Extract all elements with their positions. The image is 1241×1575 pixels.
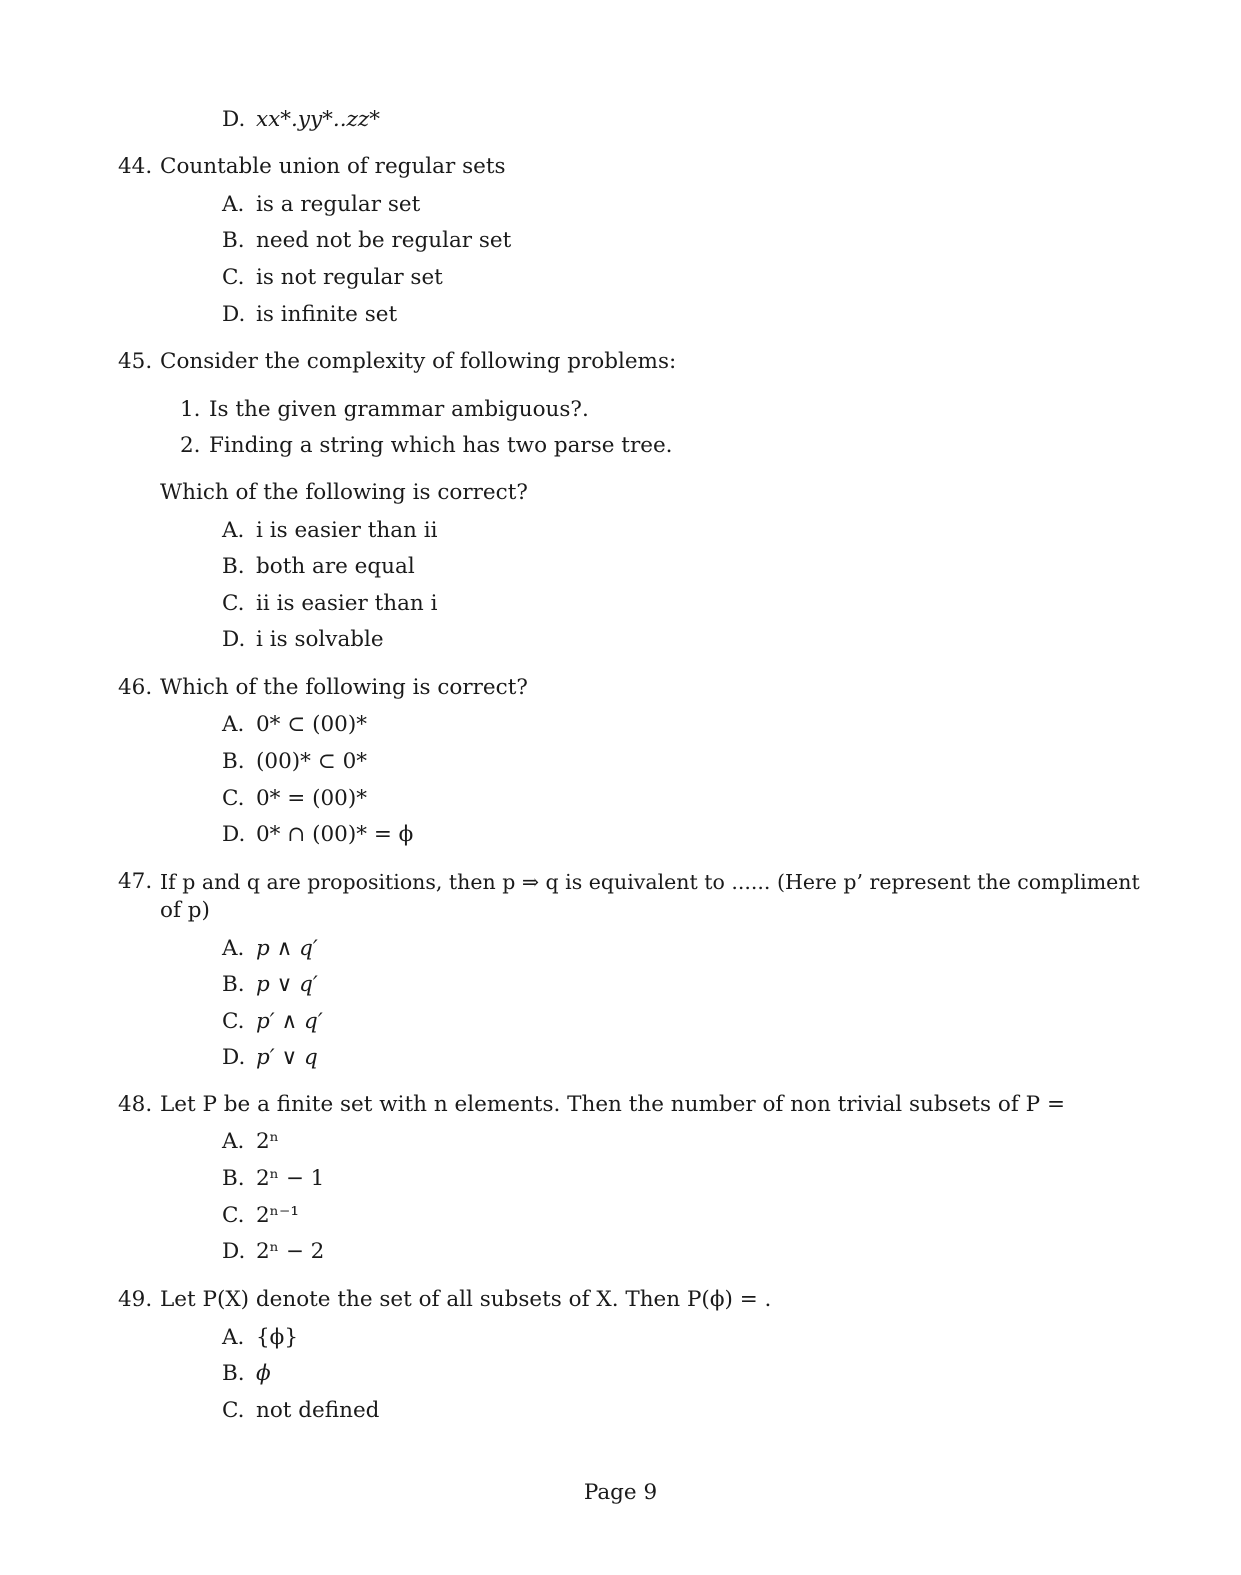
option <box>222 971 318 999</box>
option-label: A. <box>222 1129 245 1154</box>
option-text: 2ⁿ⁻¹ <box>256 1203 299 1228</box>
sub-item-text: Finding a string which has two parse tree. <box>209 433 673 458</box>
option-label: C. <box>222 786 245 811</box>
option <box>222 1128 279 1156</box>
option-label: B. <box>222 228 245 253</box>
option <box>222 517 437 545</box>
option <box>222 821 413 849</box>
question-text: Let P be a finite set with n elements. Then the number of non trivial subsets of P = <box>160 1092 1065 1117</box>
question-text: Which of the following is correct? <box>160 675 528 700</box>
option-text: (00)* ⊂ 0* <box>256 749 367 774</box>
option-label: D. <box>222 107 246 132</box>
option-text: need not be regular set <box>256 228 512 253</box>
option-label: A. <box>222 712 245 737</box>
question-number: 49. <box>118 1287 153 1312</box>
option-label: B. <box>222 554 245 579</box>
option-text: is a regular set <box>256 192 421 217</box>
option-text: 2ⁿ − 2 <box>256 1239 325 1264</box>
option-text: ϕ <box>256 1361 271 1386</box>
sub-item-label: 2. <box>180 433 201 458</box>
option-label: C. <box>222 265 245 290</box>
page-number: Page 9 <box>583 1480 658 1505</box>
option-text: p ∧ q′ <box>256 936 318 961</box>
option <box>222 748 367 776</box>
option <box>222 553 415 581</box>
sub-item <box>180 432 673 460</box>
option-text: both are equal <box>256 554 415 579</box>
option-text: 0* ⊂ (00)* <box>256 712 367 737</box>
question-number: 45. <box>118 349 153 374</box>
option-label: A. <box>222 518 245 543</box>
option <box>222 785 367 813</box>
option-label: C. <box>222 1203 245 1228</box>
question-number: 48. <box>118 1092 153 1117</box>
option-label: A. <box>222 1325 245 1350</box>
option-label: D. <box>222 822 246 847</box>
option <box>222 301 397 329</box>
option-label: B. <box>222 972 245 997</box>
option-label: C. <box>222 591 245 616</box>
option-text: not defined <box>256 1398 380 1423</box>
option <box>222 1238 324 1266</box>
option <box>222 191 420 219</box>
option <box>222 1202 299 1230</box>
option <box>222 1397 379 1425</box>
sub-item-label: 1. <box>180 397 201 422</box>
option-text: 0* ∩ (00)* = ϕ <box>256 822 414 847</box>
sub-item <box>180 396 589 424</box>
option <box>222 626 384 654</box>
option-label: C. <box>222 1009 245 1034</box>
option-text: is infinite set <box>256 302 398 327</box>
question-number: 47. <box>118 869 153 894</box>
option-label: D. <box>222 1045 246 1070</box>
option-text: p′ ∧ q′ <box>256 1009 323 1034</box>
option-text: i is easier than ii <box>256 518 438 543</box>
option-label: B. <box>222 1361 245 1386</box>
option-label: D. <box>222 302 246 327</box>
option <box>222 1044 318 1072</box>
option-text: xx*.yy*..zz* <box>256 107 380 132</box>
option-text: 0* = (00)* <box>256 786 367 811</box>
option-text: {ϕ} <box>256 1325 299 1350</box>
sub-item-text: Is the given grammar ambiguous?. <box>209 397 589 422</box>
option-text: p′ ∨ q <box>256 1045 318 1070</box>
option <box>222 1008 323 1036</box>
question-text: Let P(X) denote the set of all subsets of X. Then P(ϕ) = . <box>160 1287 772 1312</box>
question-text: Consider the complexity of following problems: <box>160 349 677 374</box>
option-text: 2ⁿ − 1 <box>256 1166 325 1191</box>
option-text: i is solvable <box>256 627 384 652</box>
option-text: 2ⁿ <box>256 1129 279 1154</box>
option <box>222 590 437 618</box>
option <box>222 1324 298 1352</box>
option <box>222 1360 271 1388</box>
option-text: is not regular set <box>256 265 443 290</box>
option-label: D. <box>222 1239 246 1264</box>
question-text-line-1: If p and q are propositions, then p ⇒ q is equivalent to ...... (Here p’ represent the compliment <box>160 870 1140 894</box>
question-number: 46. <box>118 675 153 700</box>
option-label: D. <box>222 627 246 652</box>
option <box>222 935 318 963</box>
option-label: B. <box>222 1166 245 1191</box>
option <box>222 227 511 255</box>
option <box>222 711 367 739</box>
question-followup: Which of the following is correct? <box>160 480 528 505</box>
question-number: 44. <box>118 154 153 179</box>
option <box>222 264 443 292</box>
option-label: C. <box>222 1398 245 1423</box>
option-text: ii is easier than i <box>256 591 438 616</box>
question-text-line-2: of p) <box>160 898 210 923</box>
option-text: p ∨ q′ <box>256 972 318 997</box>
option <box>222 1165 324 1193</box>
option-label: B. <box>222 749 245 774</box>
option-d-q43 <box>222 106 380 134</box>
option-label: A. <box>222 936 245 961</box>
option-label: A. <box>222 192 245 217</box>
question-text: Countable union of regular sets <box>160 154 506 179</box>
